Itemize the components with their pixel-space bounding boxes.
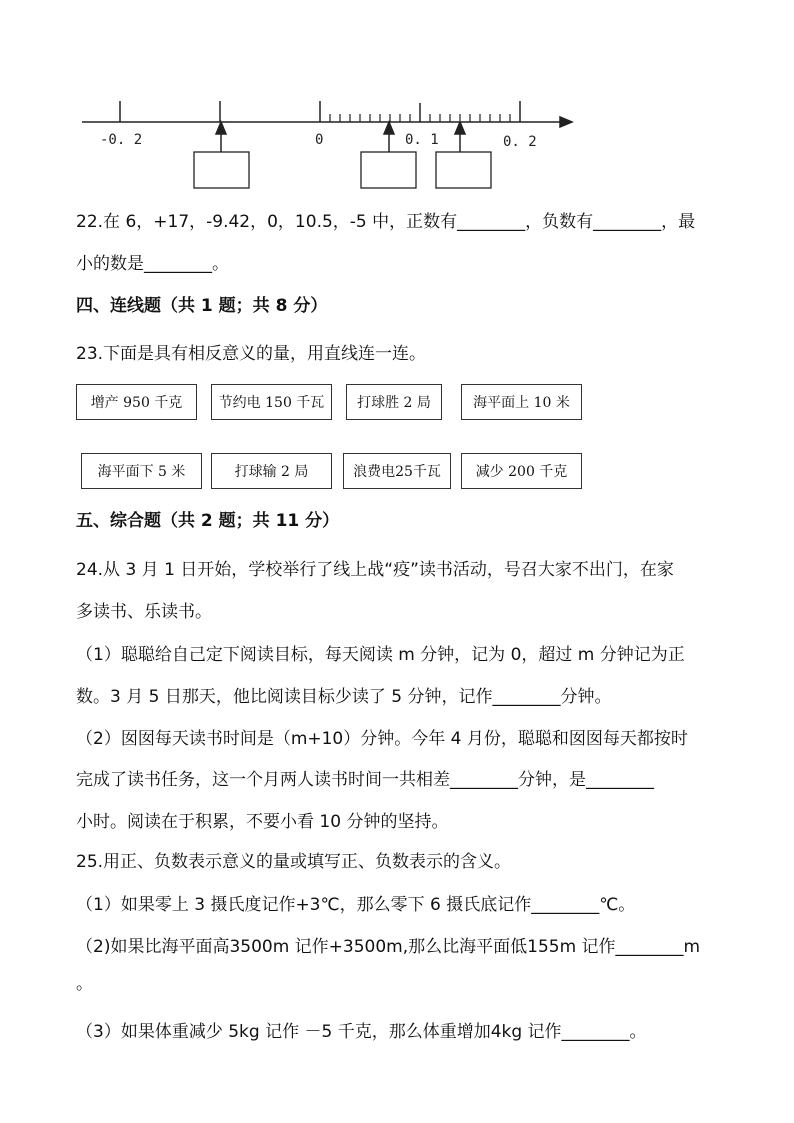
match-box-top-3[interactable]: 打球胜 2 局 xyxy=(346,384,442,420)
match-box-top-4[interactable]: 海平面上 10 米 xyxy=(461,384,582,420)
match-box-top-2[interactable]: 节约电 150 千瓦 xyxy=(211,384,332,420)
q24-part1-line-1: （1）聪聪给自己定下阅读目标，每天阅读 m 分钟，记为 0，超过 m 分钟记为正 xyxy=(76,645,685,665)
match-box-bottom-3[interactable]: 浪费电25千瓦 xyxy=(343,453,451,489)
section-5-title: 五、综合题（共 2 题；共 11 分） xyxy=(76,511,340,531)
match-box-bottom-4[interactable]: 减少 200 千克 xyxy=(461,453,582,489)
q24-part2-line-3: 小时。阅读在于积累，不要小看 10 分钟的坚持。 xyxy=(76,812,449,832)
q25-part1: （1）如果零上 3 摄氏度记作+3℃，那么零下 6 摄氏底记作________℃。 xyxy=(76,895,636,915)
answer-box-2 xyxy=(361,152,416,188)
tick-label: 0 xyxy=(315,132,324,148)
match-box-bottom-1[interactable]: 海平面下 5 米 xyxy=(81,453,202,489)
answer-box-3 xyxy=(436,152,491,188)
answer-box-1 xyxy=(194,152,249,188)
q24-part2-line-1: （2）囡囡每天读书时间是（m+10）分钟。今年 4 月份，聪聪和囡囡每天都按时 xyxy=(76,729,688,749)
q25-text: 25.用正、负数表示意义的量或填写正、负数表示的含义。 xyxy=(76,852,512,872)
tick-label: 0. 1 xyxy=(405,132,439,148)
match-box-bottom-2[interactable]: 打球输 2 局 xyxy=(211,453,332,489)
q25-part3: （3）如果体重减少 5kg 记作 －5 千克，那么体重增加4kg 记作________。 xyxy=(76,1022,647,1042)
q24-part1-line-2: 数。3 月 5 日那天，他比阅读目标少读了 5 分钟，记作________分钟。 xyxy=(76,687,612,707)
section-4-title: 四、连线题（共 1 题；共 8 分） xyxy=(76,296,328,316)
pointer-arrow-2 xyxy=(384,122,394,152)
pointer-arrow-3 xyxy=(455,122,465,152)
q22-line-1: 22.在 6，+17，-9.42，0，10.5，-5 中，正数有________，负数有________，最 xyxy=(76,212,696,232)
match-box-top-1[interactable]: 增产 950 千克 xyxy=(76,384,197,420)
tick-label: 0. 2 xyxy=(503,134,537,150)
q24-line-1: 24.从 3 月 1 日开始，学校举行了线上战“疫”读书活动，号召大家不出门，在家 xyxy=(76,560,674,580)
q23-text: 23.下面是具有相反意义的量，用直线连一连。 xyxy=(76,344,427,364)
pointer-arrow-1 xyxy=(216,122,226,152)
tick-label: -0. 2 xyxy=(100,132,143,148)
q24-part2-line-2: 完成了读书任务，这一个月两人读书时间一共相差________分钟，是________ xyxy=(76,770,654,790)
number-line-arrowhead xyxy=(560,117,572,127)
q25-part2-line-1: （2)如果比海平面高3500m 记作+3500m,那么比海平面低155m 记作________m xyxy=(76,937,701,957)
number-line xyxy=(0,0,794,200)
q25-part2-line-2: 。 xyxy=(76,974,93,994)
q22-line-2: 小的数是________。 xyxy=(76,254,229,274)
q24-line-2: 多读书、乐读书。 xyxy=(76,602,212,622)
